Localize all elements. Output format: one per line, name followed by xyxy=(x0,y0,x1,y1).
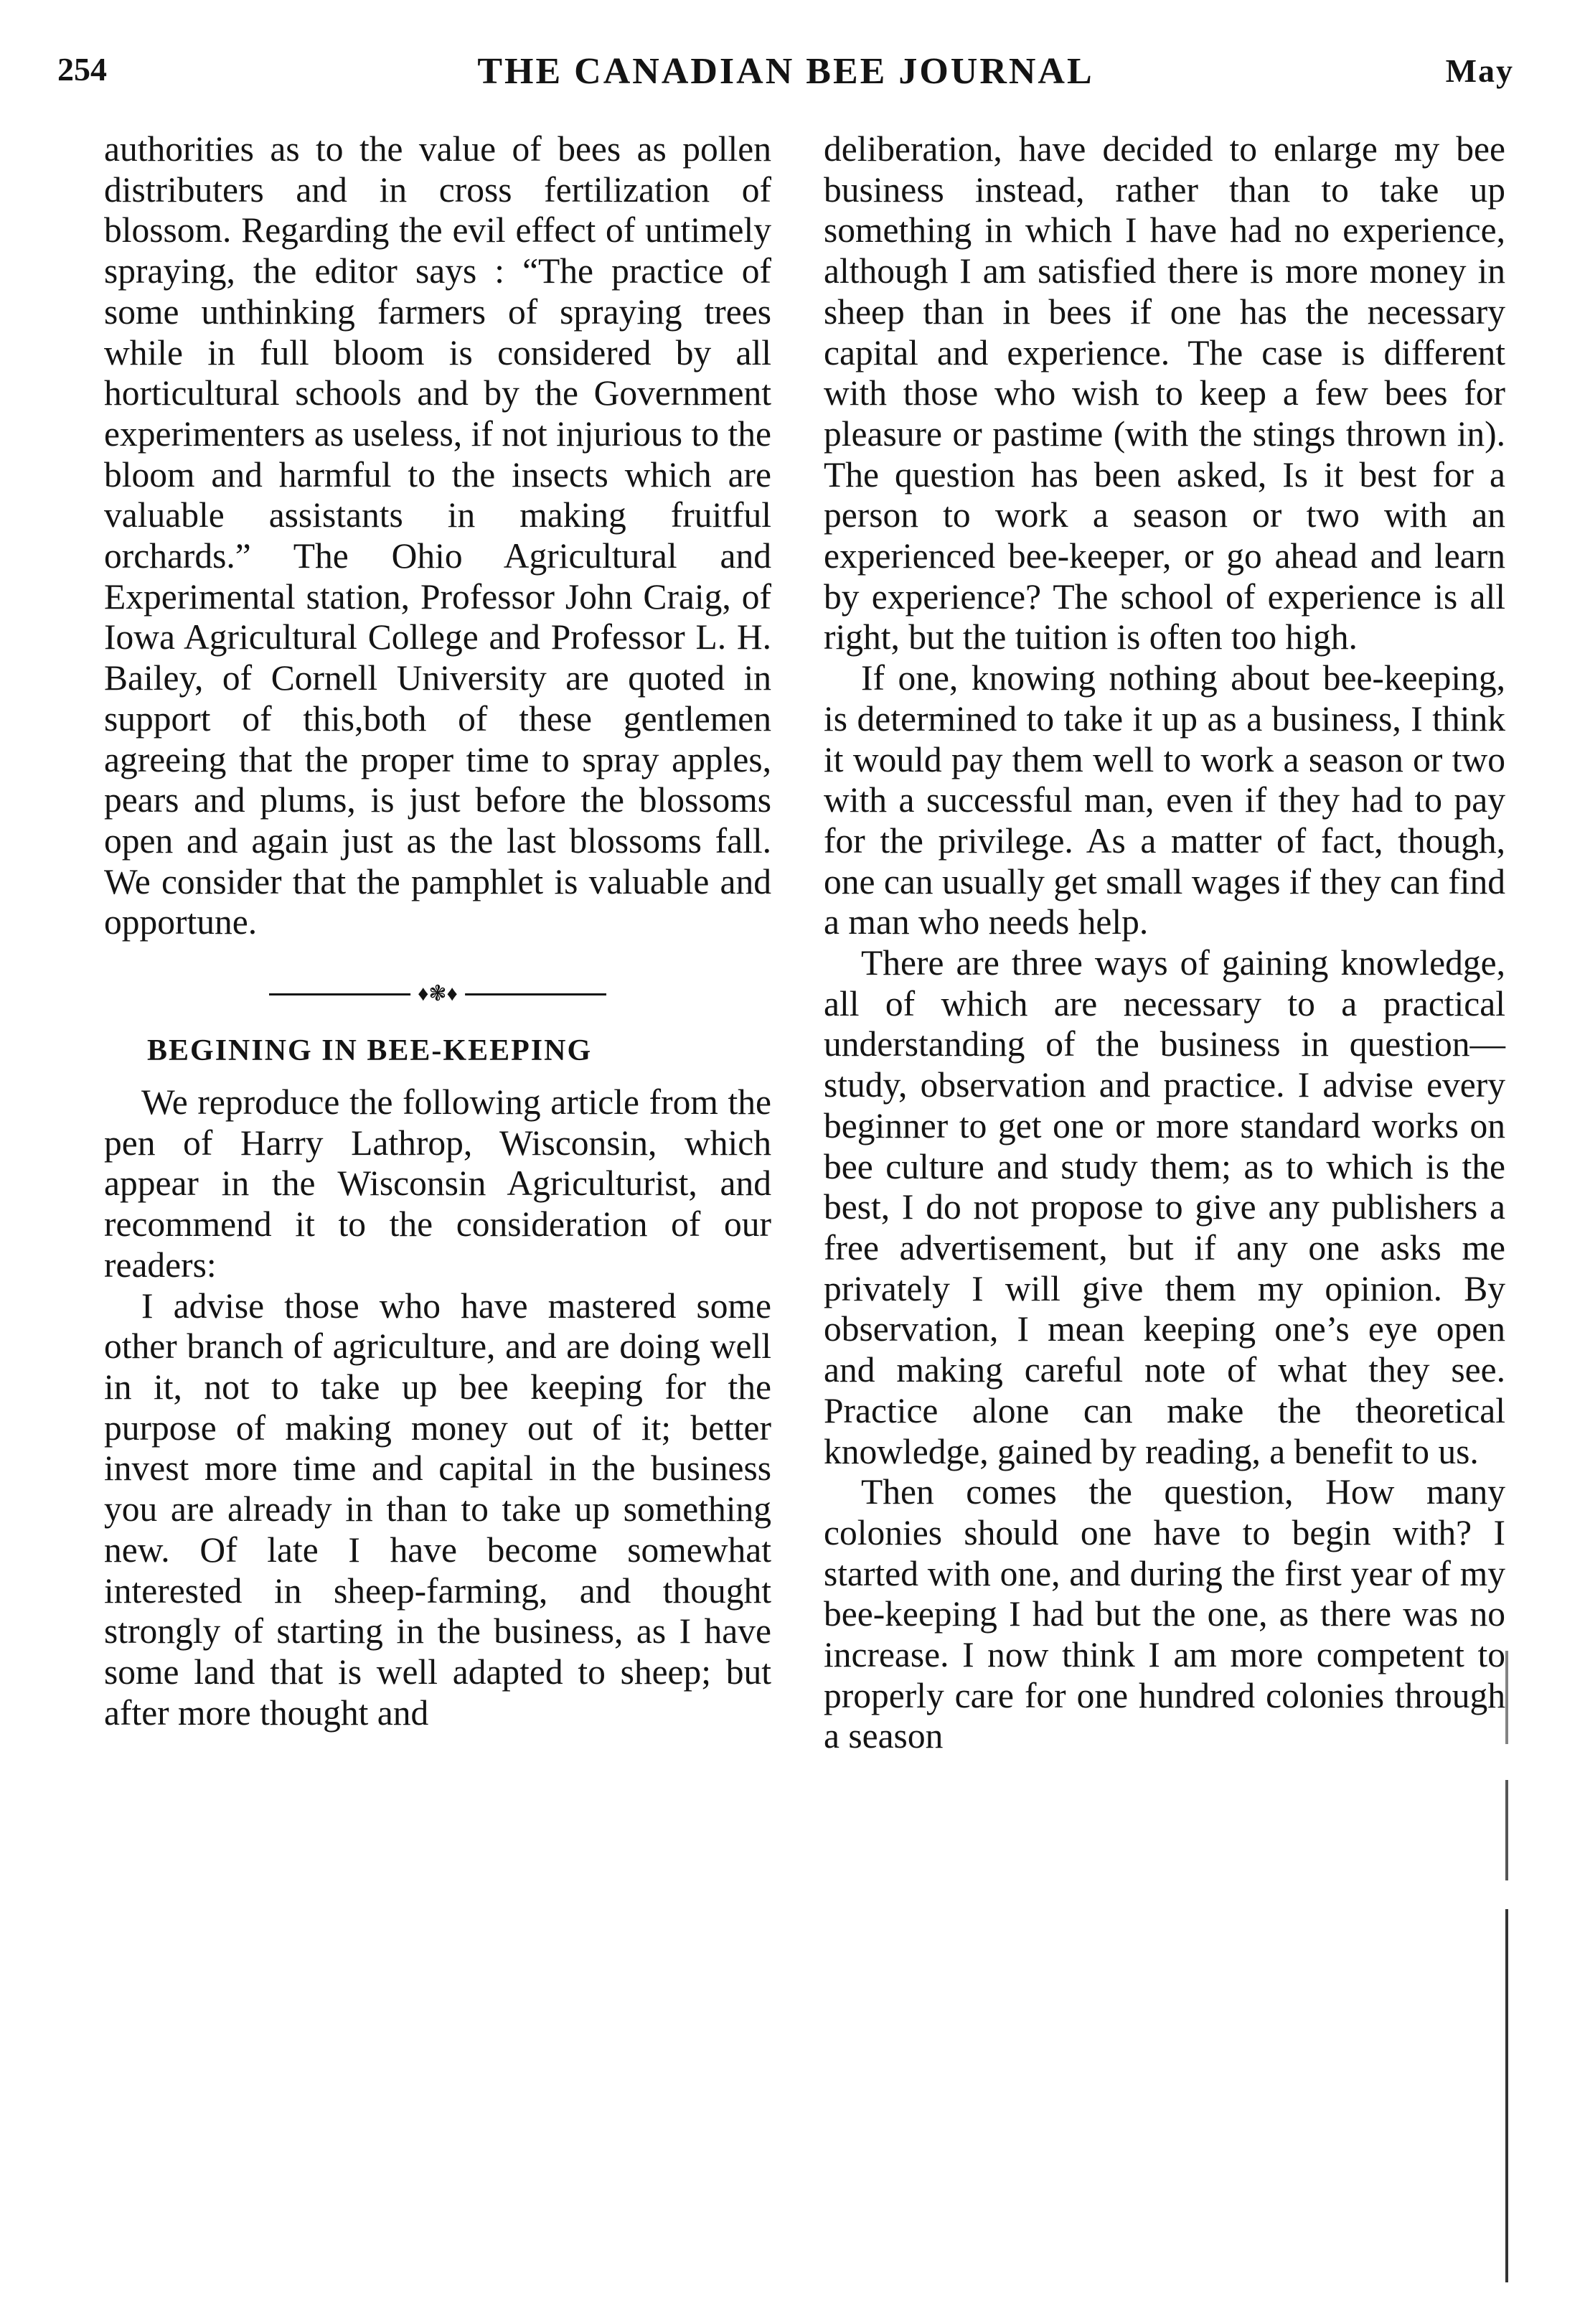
section-separator xyxy=(269,983,606,1005)
running-title: THE CANADIAN BEE JOURNAL xyxy=(477,51,1094,92)
issue-month: May xyxy=(1445,52,1514,89)
continuation-paragraph: deliberation, have decided to enlarge my bee business instead, rather than to take up something in which I have had no experience, although I am satisfied there is more money in sheep than in bees if one has the necessary capital and experience. The case is different with those who wish to keep a few bees for pleasure or pastime (with the stings thrown in). The question has been asked, Is it best for a person to work a season or two with an experienced bee-keeper, or go ahead and learn by experience? The school of experience is all right, but the tuition is often too high. xyxy=(824,129,1505,657)
page-header xyxy=(50,37,1521,95)
section-heading: BEGINING IN BEE-KEEPING xyxy=(147,1034,593,1068)
scan-edge-mark xyxy=(1505,1780,1508,1880)
scan-edge-mark xyxy=(1505,1909,1508,2282)
advice-paragraph: I advise those who have mastered some other branch of agriculture, and are doing well in it, not to take up bee keeping for the purpose of making money out of it; better invest more time and capital in the business you are already in than to take up something new. Of late I have become somewhat interested in sheep-farming, and thought strongly of starting in the business, as I have some land that is well adapted to sheep; but after more thought and xyxy=(104,1285,771,1733)
left-column xyxy=(104,129,771,1733)
page-number: 254 xyxy=(57,51,107,88)
separator-ornament: ♦❃♦ xyxy=(410,983,465,1005)
colonies-paragraph: Then comes the question, How many colonies should one have to begin with? I started with one, and during the first year of my bee-keeping I had but the one, as there was no increase. I now think I am more competent to properly care for one hundred colonies through a season xyxy=(824,1472,1505,1756)
knowledge-paragraph: There are three ways of gaining knowledge, all of which are necessary to a practical understanding of the business in question—study, observation and practice. I advise every beginner to get one or more standard works on bee culture and study them; as to which is the best, I do not propose to give any publishers a free advertisement, but if any one asks me privately I will give them my opinion. By observation, I mean keeping one’s eye open and making careful note of what they see. Practice alone can make the theoretical knowledge, gained by reading, a benefit to us. xyxy=(824,943,1505,1471)
right-column xyxy=(824,129,1505,1757)
intro-paragraph: We reproduce the following article from the pen of Harry Lathrop, Wisconsin, which appear in the Wisconsin Agriculturist, and recommend it to the consideration of our readers: xyxy=(104,1082,771,1285)
spraying-paragraph: authorities as to the value of bees as pollen distributers and in cross fertilization of blossom. Regarding the evil effect of untimely spraying, the editor says : “The practice of some unthinking farmers of spraying trees while in full bloom is considered by all horticultural schools and by the Government experimenters as useless, if not injurious to the bloom and harmful to the insects which are valuable assistants in making fruitful orchards.” The Ohio Agricultural and Experimental station, Professor John Craig, of Iowa Agricultural College and Professor L. H. Bailey, of Cornell University are quoted in support of this,both of these gentlemen agreeing that the proper time to spray apples, pears and plums, is just before the blossoms open and again just as the last blossoms fall. We consider that the pamphlet is valuable and opportune. xyxy=(104,129,771,942)
learning-paragraph: If one, knowing nothing about bee-keeping, is determined to take it up as a business, I think it would pay them well to work a season or two with a successful man, even if they had to pay for the privilege. As a matter of fact, though, one can usually get small wages if they can find a man who needs help. xyxy=(824,658,1505,942)
scan-edge-mark xyxy=(1505,1651,1508,1744)
